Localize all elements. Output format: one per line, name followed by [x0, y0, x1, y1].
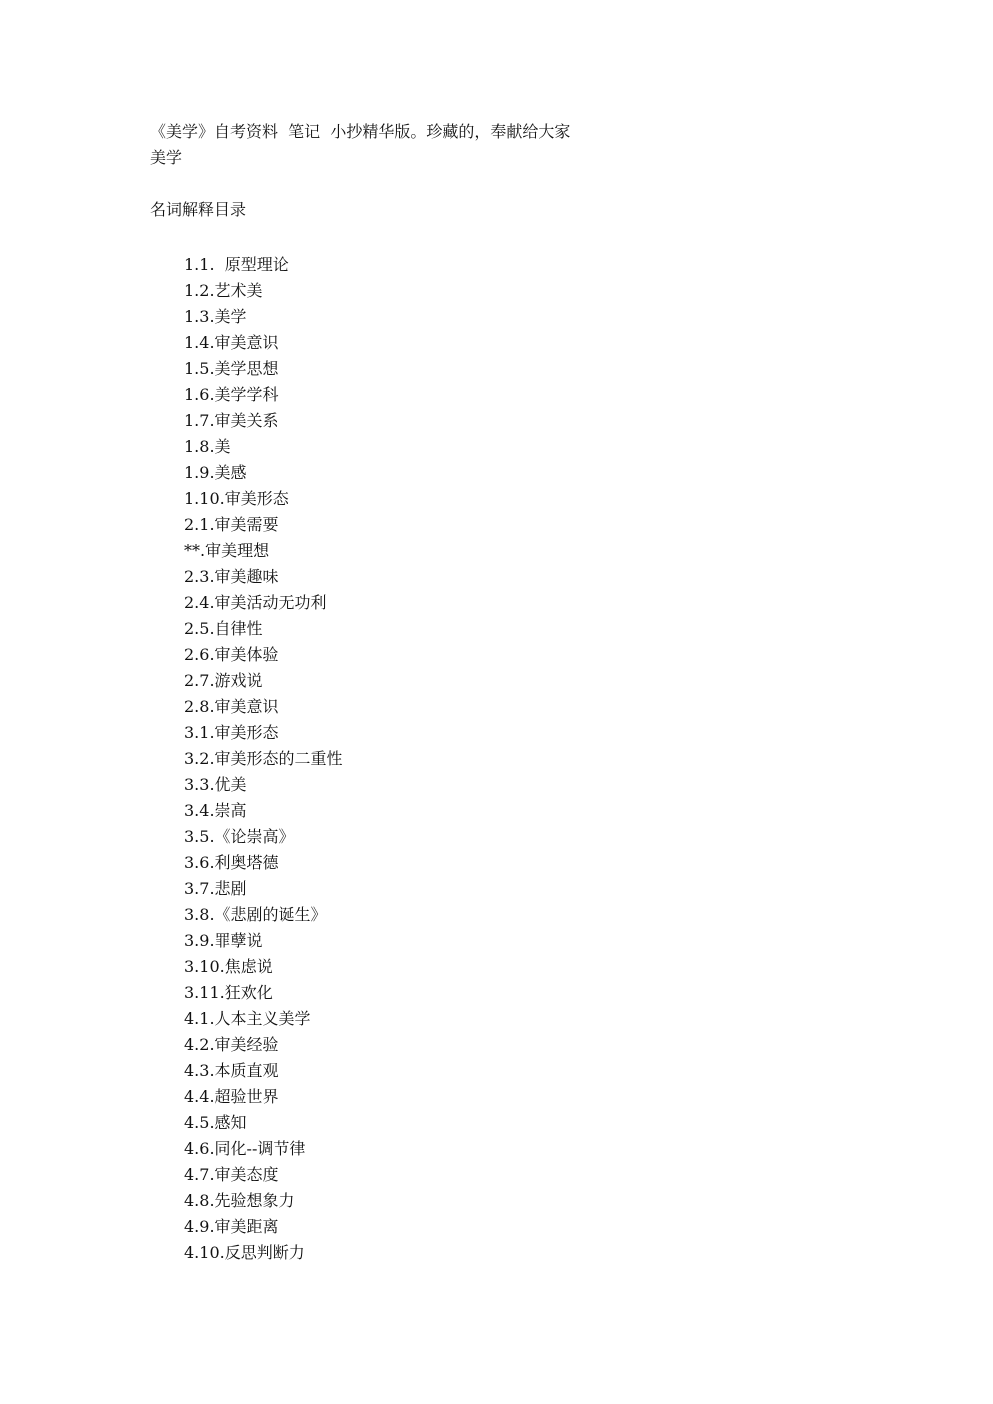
toc-item: 2.1.审美需要	[184, 515, 279, 534]
toc-item: 4.2.审美经验	[184, 1035, 279, 1054]
toc-item: 2.4.审美活动无功利	[184, 593, 327, 612]
toc-item: 3.6.利奥塔德	[184, 853, 279, 872]
toc-item: 1.10.审美形态	[184, 489, 289, 508]
toc-item: **.审美理想	[184, 541, 270, 560]
toc-item: 1.4.审美意识	[184, 333, 279, 352]
toc-item: 1.3.美学	[184, 307, 247, 326]
toc-item: 1.6.美学学科	[184, 385, 279, 404]
toc-heading: 名词解释目录	[150, 200, 247, 219]
toc-item: 2.3.审美趣味	[184, 567, 279, 586]
toc-item: 3.10.焦虑说	[184, 957, 273, 976]
toc-item: 2.6.审美体验	[184, 645, 279, 664]
toc-item: 3.7.悲剧	[184, 879, 247, 898]
toc-item: 4.8.先验想象力	[184, 1191, 295, 1210]
toc-list	[184, 252, 343, 1266]
toc-item: 1.8.美	[184, 437, 231, 456]
toc-item: 3.2.审美形态的二重性	[184, 749, 343, 768]
toc-item: 4.10.反思判断力	[184, 1243, 305, 1262]
toc-item: 2.5.自律性	[184, 619, 263, 638]
toc-item: 1.9.美感	[184, 463, 247, 482]
toc-item: 4.1.人本主义美学	[184, 1009, 311, 1028]
toc-item: 3.5.《论崇高》	[184, 827, 295, 846]
toc-item: 3.8.《悲剧的诞生》	[184, 905, 327, 924]
toc-item: 1.2.艺术美	[184, 281, 263, 300]
document-subject: 美学	[150, 148, 183, 167]
document-title: 《美学》自考资料 笔记 小抄精华版。珍藏的，奉献给大家	[150, 122, 571, 141]
toc-item: 3.1.审美形态	[184, 723, 279, 742]
toc-item: 1.5.美学思想	[184, 359, 279, 378]
toc-item: 3.4.崇高	[184, 801, 247, 820]
toc-item: 1.1. 原型理论	[184, 255, 289, 274]
toc-item: 4.6.同化--调节律	[184, 1139, 306, 1158]
toc-item: 2.7.游戏说	[184, 671, 263, 690]
toc-item: 4.4.超验世界	[184, 1087, 279, 1106]
toc-item: 3.11.狂欢化	[184, 983, 273, 1002]
toc-item: 4.5.感知	[184, 1113, 247, 1132]
toc-item: 3.9.罪孽说	[184, 931, 263, 950]
toc-item: 2.8.审美意识	[184, 697, 279, 716]
toc-item: 1.7.审美关系	[184, 411, 279, 430]
toc-item: 4.9.审美距离	[184, 1217, 279, 1236]
toc-item: 4.7.审美态度	[184, 1165, 279, 1184]
toc-item: 4.3.本质直观	[184, 1061, 279, 1080]
toc-item: 3.3.优美	[184, 775, 247, 794]
